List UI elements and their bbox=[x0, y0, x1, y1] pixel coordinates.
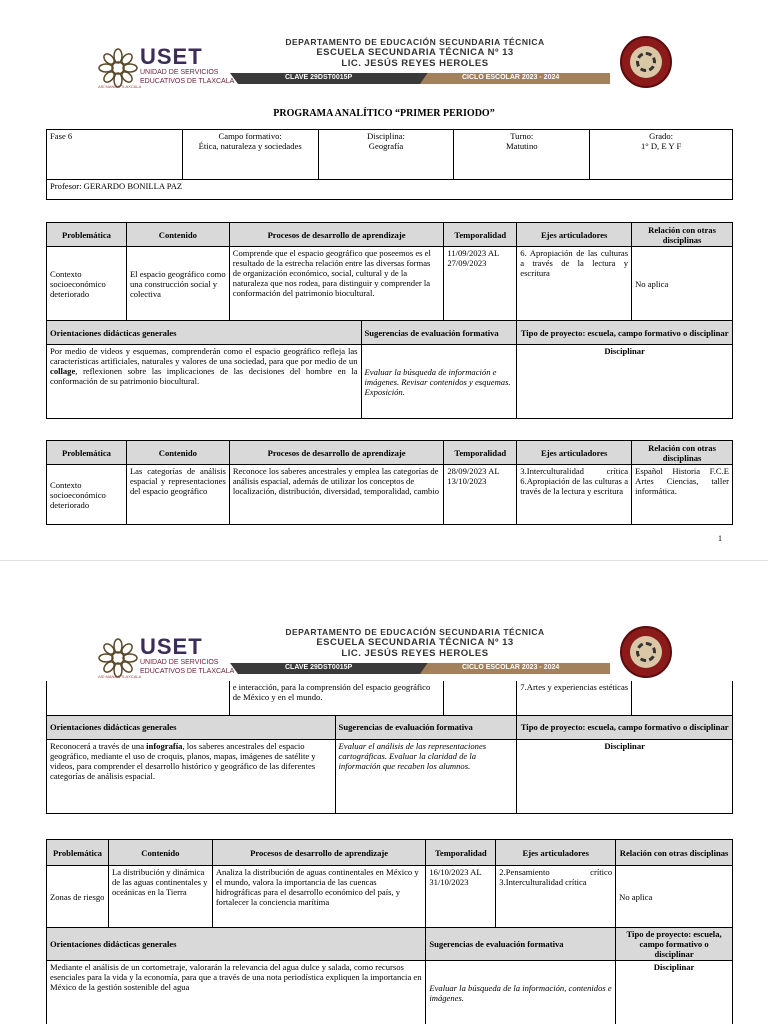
tipo-cell: Disciplinar bbox=[517, 345, 733, 419]
page-gap bbox=[0, 560, 768, 623]
clave-ciclo-banner: CLAVE 29DST0015P CICLO ESCOLAR 2023 - 2024 bbox=[230, 663, 610, 674]
page-2 bbox=[0, 622, 768, 1024]
contenido-cell: El espacio geográfico como una construcción social y colectiva bbox=[126, 247, 229, 321]
temporalidad-cell: 28/09/2023 AL 13/10/2023 bbox=[444, 465, 517, 525]
uset-flower-logo-icon bbox=[98, 638, 138, 678]
uset-wordmark: USET UNIDAD DE SERVICIOS EDUCATIVOS DE TLAXCALA bbox=[140, 44, 235, 85]
orientaciones-cell: Reconocerá a través de una infografía, los saberes ancestrales del espacio geográfico, mediante el uso de croquis, planos, mapas, imágenes de satélite y videos, para comprender el desarrollo histórico y geográfico de las diferentes categorías de análisis espacial. bbox=[47, 739, 336, 813]
school-seal-icon bbox=[620, 36, 672, 88]
ejes-cell: 2.Pensamiento crítico 3.Interculturalidad crítica bbox=[496, 866, 616, 928]
problematica-cell: Contexto socioeconómico deteriorado bbox=[47, 465, 127, 525]
uset-flower-logo-icon bbox=[98, 48, 138, 88]
fase-cell: Fase 6 bbox=[47, 130, 183, 180]
block-2-continued-table bbox=[46, 681, 733, 814]
temporalidad-cell: 16/10/2023 AL 31/10/2023 bbox=[426, 866, 496, 928]
uset-tagline: ASÍ MANDA TLAXCALA bbox=[98, 674, 142, 679]
relacion-cell: No aplica bbox=[632, 247, 733, 321]
disciplina-cell: Disciplina: Geografía bbox=[318, 130, 454, 180]
header-relacion: Relación con otras disciplinas bbox=[632, 223, 733, 247]
header-sugerencias: Sugerencias de evaluación formativa bbox=[426, 928, 616, 961]
sugerencias-cell: Evaluar la búsqueda de información e imágenes. Revisar contenidos y esquemas. Exposición. bbox=[361, 345, 517, 419]
procesos-continued-cell: e interacción, para la comprensión del espacio geográfico de México y en el mundo. bbox=[229, 681, 444, 715]
problematica-cell: Zonas de riesgo bbox=[47, 866, 109, 928]
tipo-cell: Disciplinar bbox=[616, 961, 733, 1024]
page-header bbox=[0, 622, 768, 690]
procesos-cell: Reconoce los saberes ancestrales y emplea las categorías de análisis espacial, además de utilizar los conceptos de localización, distribución, diversidad, temporalidad, cambio bbox=[229, 465, 444, 525]
relacion-cell: No aplica bbox=[616, 866, 733, 928]
header-procesos: Procesos de desarrollo de aprendizaje bbox=[229, 223, 444, 247]
procesos-cell: Comprende que el espacio geográfico que poseemos es el resultado de la estrecha relación entre las diversas formas de organización económico, social, cultural y de la naturaleza que nos rodea, para distinguir y comprender la conformación del patrimonio biocultural. bbox=[229, 247, 444, 321]
header-sugerencias: Sugerencias de evaluación formativa bbox=[361, 321, 517, 345]
contenido-cell: La distribución y dinámica de las aguas continentales y oceánicas en la Tierra bbox=[108, 866, 212, 928]
header-orientaciones: Orientaciones didácticas generales bbox=[47, 928, 426, 961]
temporalidad-cell: 11/09/2023 AL 27/09/2023 bbox=[444, 247, 517, 321]
info-table bbox=[46, 129, 733, 200]
ejes-cell: 3.Interculturalidad crítica 6.Apropiación de las culturas a través de la lectura y escritura bbox=[517, 465, 632, 525]
campo-cell: Campo formativo: Ética, naturaleza y sociedades bbox=[182, 130, 318, 180]
page-number: 1 bbox=[718, 534, 722, 543]
block-1-table bbox=[46, 222, 733, 419]
header-orientaciones: Orientaciones didácticas generales bbox=[47, 715, 336, 739]
header-sugerencias: Sugerencias de evaluación formativa bbox=[335, 715, 517, 739]
contenido-cell: Las categorías de análisis espacial y representaciones del espacio geográfico bbox=[126, 465, 229, 525]
header-orientaciones: Orientaciones didácticas generales bbox=[47, 321, 362, 345]
school-heading: DEPARTAMENTO DE EDUCACIÓN SECUNDARIA TÉCNICA ESCUELA SECUNDARIA TÉCNICA Nº 13 LIC. JESÚS REYES HEROLES bbox=[285, 627, 545, 659]
school-seal-icon bbox=[620, 626, 672, 678]
orientaciones-cell: Mediante el análisis de un cortometraje, valorarán la relevancia del agua dulce y salada, como recursos esenciales para la vida y la economía, para que a través de una nota periodística expliquen la importancia en México de la gestión sostenible del agua bbox=[47, 961, 426, 1024]
sugerencias-cell: Evaluar el análisis de las representaciones cartográficas. Evaluar la claridad de la información que recaben los alumnos. bbox=[335, 739, 517, 813]
uset-wordmark: USET UNIDAD DE SERVICIOS EDUCATIVOS DE TLAXCALA bbox=[140, 634, 235, 675]
block-3-table: Problemática Contenido Procesos de desarrollo de aprendizaje Temporalidad Ejes articuladores Relación con otras disciplinas Zonas de riesgo La distribución y dinámica de las aguas continentales y oceánicas en la Tierra Analiza la distribución de aguas continentales en México y el mundo, valora la importancia de las cuencas hidrográficas para el desarrollo económico del país, y fortalecer la conciencia marítima 16/10/2023 AL 31/10/2023 2.Pensamiento crítico 3.Interculturalidad crítica No aplica Orientaciones didácticas generales Sugerencias de evaluación formativa Tipo de proyecto: escuela, campo formativo o disciplinar Mediante el análisis de un cortometraje, valorarán la relevancia del agua dulce y salada, como recursos esenciales para la vida y la economía, para que a través de una nota periodística expliquen la importancia en México de la gestión sostenible del agua Evaluar la búsqueda de la información, contenidos e imágenes. Disciplinar bbox=[46, 839, 733, 1024]
header-temporalidad: Temporalidad bbox=[444, 223, 517, 247]
relacion-cell: Español Historia F.C.E Artes Ciencias, taller informática. bbox=[632, 465, 733, 525]
header-tipo: Tipo de proyecto: escuela, campo formativo o disciplinar bbox=[616, 928, 733, 961]
turno-cell: Turno: Matutino bbox=[454, 130, 590, 180]
ejes-cell: 6. Apropiación de las culturas a través de la lectura y escritura bbox=[517, 247, 632, 321]
tipo-cell: Disciplinar bbox=[517, 739, 733, 813]
uset-tagline: ASÍ MANDA TLAXCALA bbox=[98, 84, 142, 89]
grado-cell: Grado: 1° D, E Y F bbox=[590, 130, 733, 180]
sugerencias-cell: Evaluar la búsqueda de la información, contenidos e imágenes. bbox=[426, 961, 616, 1024]
header-tipo: Tipo de proyecto: escuela, campo formativo o disciplinar bbox=[517, 715, 733, 739]
header-problematica: Problemática bbox=[47, 223, 127, 247]
document-title: PROGRAMA ANALÍTICO “PRIMER PERIODO” bbox=[273, 108, 495, 119]
problematica-cell: Contexto socioeconómico deteriorado bbox=[47, 247, 127, 321]
page-header bbox=[0, 0, 768, 100]
block-2-table: Problemática Contenido Procesos de desarrollo de aprendizaje Temporalidad Ejes articuladores Relación con otras disciplinas Contexto socioeconómico deteriorado Las categorías de análisis espacial y representaciones del espacio geográfico Reconoce los saberes ancestrales y emplea las categorías de análisis espacial, además de utilizar los conceptos de localización, distribución, diversidad, temporalidad, cambio 28/09/2023 AL 13/10/2023 3.Interculturalidad crítica 6.Apropiación de las culturas a través de la lectura y escritura Español Historia F.C.E Artes Ciencias, taller informática. bbox=[46, 440, 733, 525]
orientaciones-cell: Por medio de videos y esquemas, comprenderán como el espacio geográfico refleja las características artificiales, naturales y valores de una sociedad, para que por medio de un collage, reflexionen sobre las implicaciones de las decisiones del hombre en la conformación de su patrimonio biocultural. bbox=[47, 345, 362, 419]
header-tipo: Tipo de proyecto: escuela, campo formativo o disciplinar bbox=[517, 321, 733, 345]
ejes-continued-cell: 7.Artes y experiencias estéticas bbox=[517, 681, 632, 715]
clave-ciclo-banner: CLAVE 29DST0015P CICLO ESCOLAR 2023 - 2024 bbox=[230, 73, 610, 84]
header-ejes: Ejes articuladores bbox=[517, 223, 632, 247]
profesor-cell: Profesor: GERARDO BONILLA PAZ bbox=[47, 180, 733, 200]
header-contenido: Contenido bbox=[126, 223, 229, 247]
school-heading: DEPARTAMENTO DE EDUCACIÓN SECUNDARIA TÉCNICA ESCUELA SECUNDARIA TÉCNICA Nº 13 LIC. JESÚS REYES HEROLES bbox=[285, 37, 545, 69]
procesos-cell: Analiza la distribución de aguas continentales en México y el mundo, valora la importancia de las cuencas hidrográficas para el desarrollo económico del país, y fortalecer la conciencia marítima bbox=[212, 866, 426, 928]
